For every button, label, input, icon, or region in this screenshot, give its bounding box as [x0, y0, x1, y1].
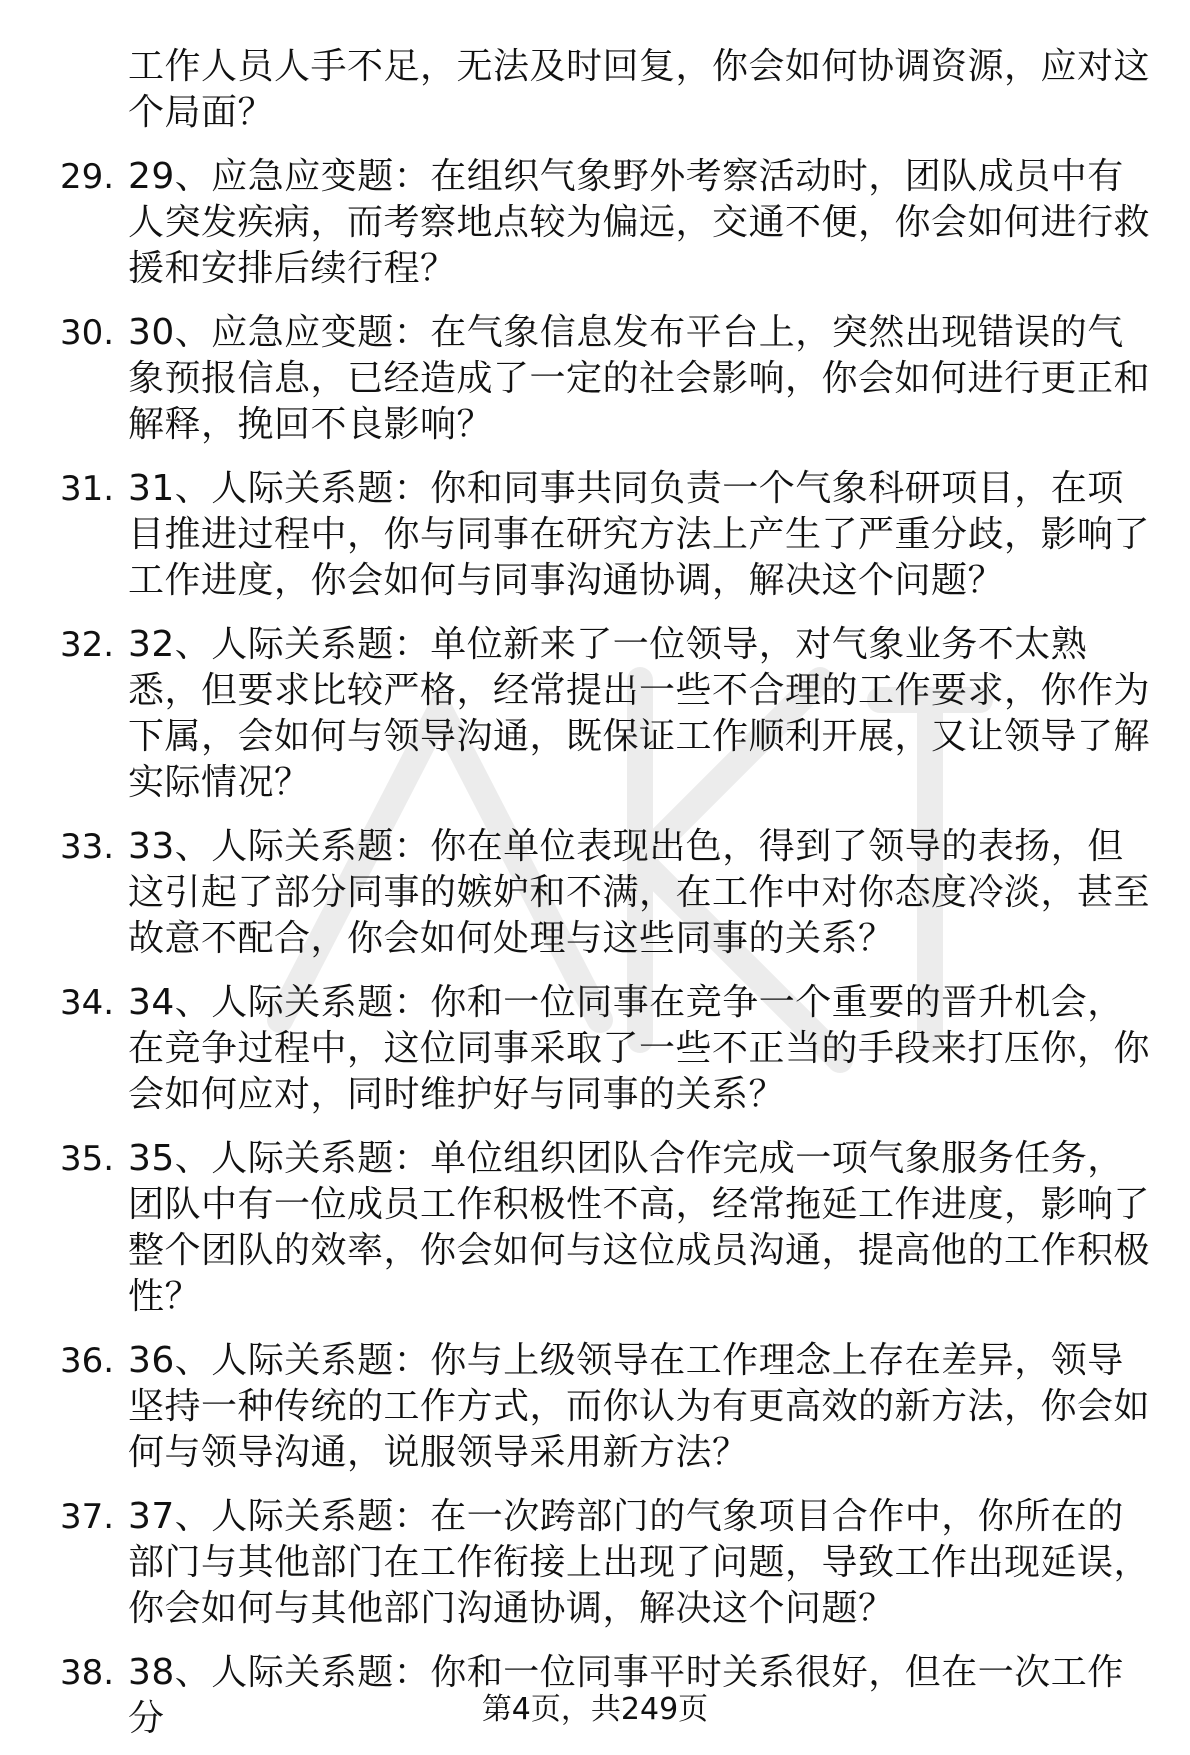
list-item	[60, 154, 1150, 292]
item-text: 31、人际关系题：你和同事共同负责一个气象科研项目，在项目推进过程中，你与同事在研究方法上产生了严重分歧，影响了工作进度，你会如何与同事沟通协调，解决这个问题？	[128, 468, 1151, 601]
item-text: 30、应急应变题：在气象信息发布平台上，突然出现错误的气象预报信息，已经造成了一定的社会影响，你会如何进行更正和解释，挽回不良影响？	[128, 312, 1151, 445]
list-item	[60, 1494, 1150, 1632]
item-number: 38.	[60, 1653, 115, 1693]
list-item	[60, 824, 1150, 962]
list-item	[60, 310, 1150, 448]
continued-question-text: 工作人员人手不足，无法及时回复，你会如何协调资源，应对这个局面？	[128, 46, 1151, 133]
item-number: 32.	[60, 625, 115, 665]
item-number: 34.	[60, 983, 115, 1023]
question-list	[60, 44, 1150, 1742]
item-number: 33.	[60, 827, 115, 867]
item-text: 33、人际关系题：你在单位表现出色，得到了领导的表扬，但这引起了部分同事的嫉妒和不满，在工作中对你态度冷淡，甚至故意不配合，你会如何处理与这些同事的关系？	[128, 826, 1151, 959]
list-item	[60, 1338, 1150, 1476]
list-item	[60, 1136, 1150, 1320]
item-text: 38、人际关系题：你和一位同事平时关系很好，但在一次工作分	[128, 1652, 1124, 1739]
item-text: 35、人际关系题：单位组织团队合作完成一项气象服务任务，团队中有一位成员工作积极性不高，经常拖延工作进度，影响了整个团队的效率，你会如何与这位成员沟通，提高他的工作积极性？	[128, 1138, 1151, 1317]
item-text: 34、人际关系题：你和一位同事在竞争一个重要的晋升机会，在竞争过程中，这位同事采取了一些不正当的手段来打压你，你会如何应对，同时维护好与同事的关系？	[128, 982, 1151, 1115]
list-item	[60, 622, 1150, 806]
item-number: 37.	[60, 1497, 115, 1537]
item-text: 37、人际关系题：在一次跨部门的气象项目合作中，你所在的部门与其他部门在工作衔接上出现了问题，导致工作出现延误，你会如何与其他部门沟通协调，解决这个问题？	[128, 1496, 1151, 1629]
page-number-footer: 第4页，共249页	[481, 1692, 709, 1727]
item-number: 31.	[60, 469, 115, 509]
item-number: 35.	[60, 1139, 115, 1179]
list-item	[60, 980, 1150, 1118]
list-item	[60, 466, 1150, 604]
item-text: 29、应急应变题：在组织气象野外考察活动时，团队成员中有人突发疾病，而考察地点较为偏远，交通不便，你会如何进行救援和安排后续行程？	[128, 156, 1151, 289]
item-number: 36.	[60, 1341, 115, 1381]
item-text: 32、人际关系题：单位新来了一位领导，对气象业务不太熟悉，但要求比较严格，经常提出一些不合理的工作要求，你作为下属，会如何与领导沟通，既保证工作顺利开展，又让领导了解实际情况？	[128, 624, 1151, 803]
item-text: 36、人际关系题：你与上级领导在工作理念上存在差异，领导坚持一种传统的工作方式，而你认为有更高效的新方法，你会如何与领导沟通，说服领导采用新方法？	[128, 1340, 1151, 1473]
item-number: 29.	[60, 157, 115, 197]
item-number: 30.	[60, 313, 115, 353]
